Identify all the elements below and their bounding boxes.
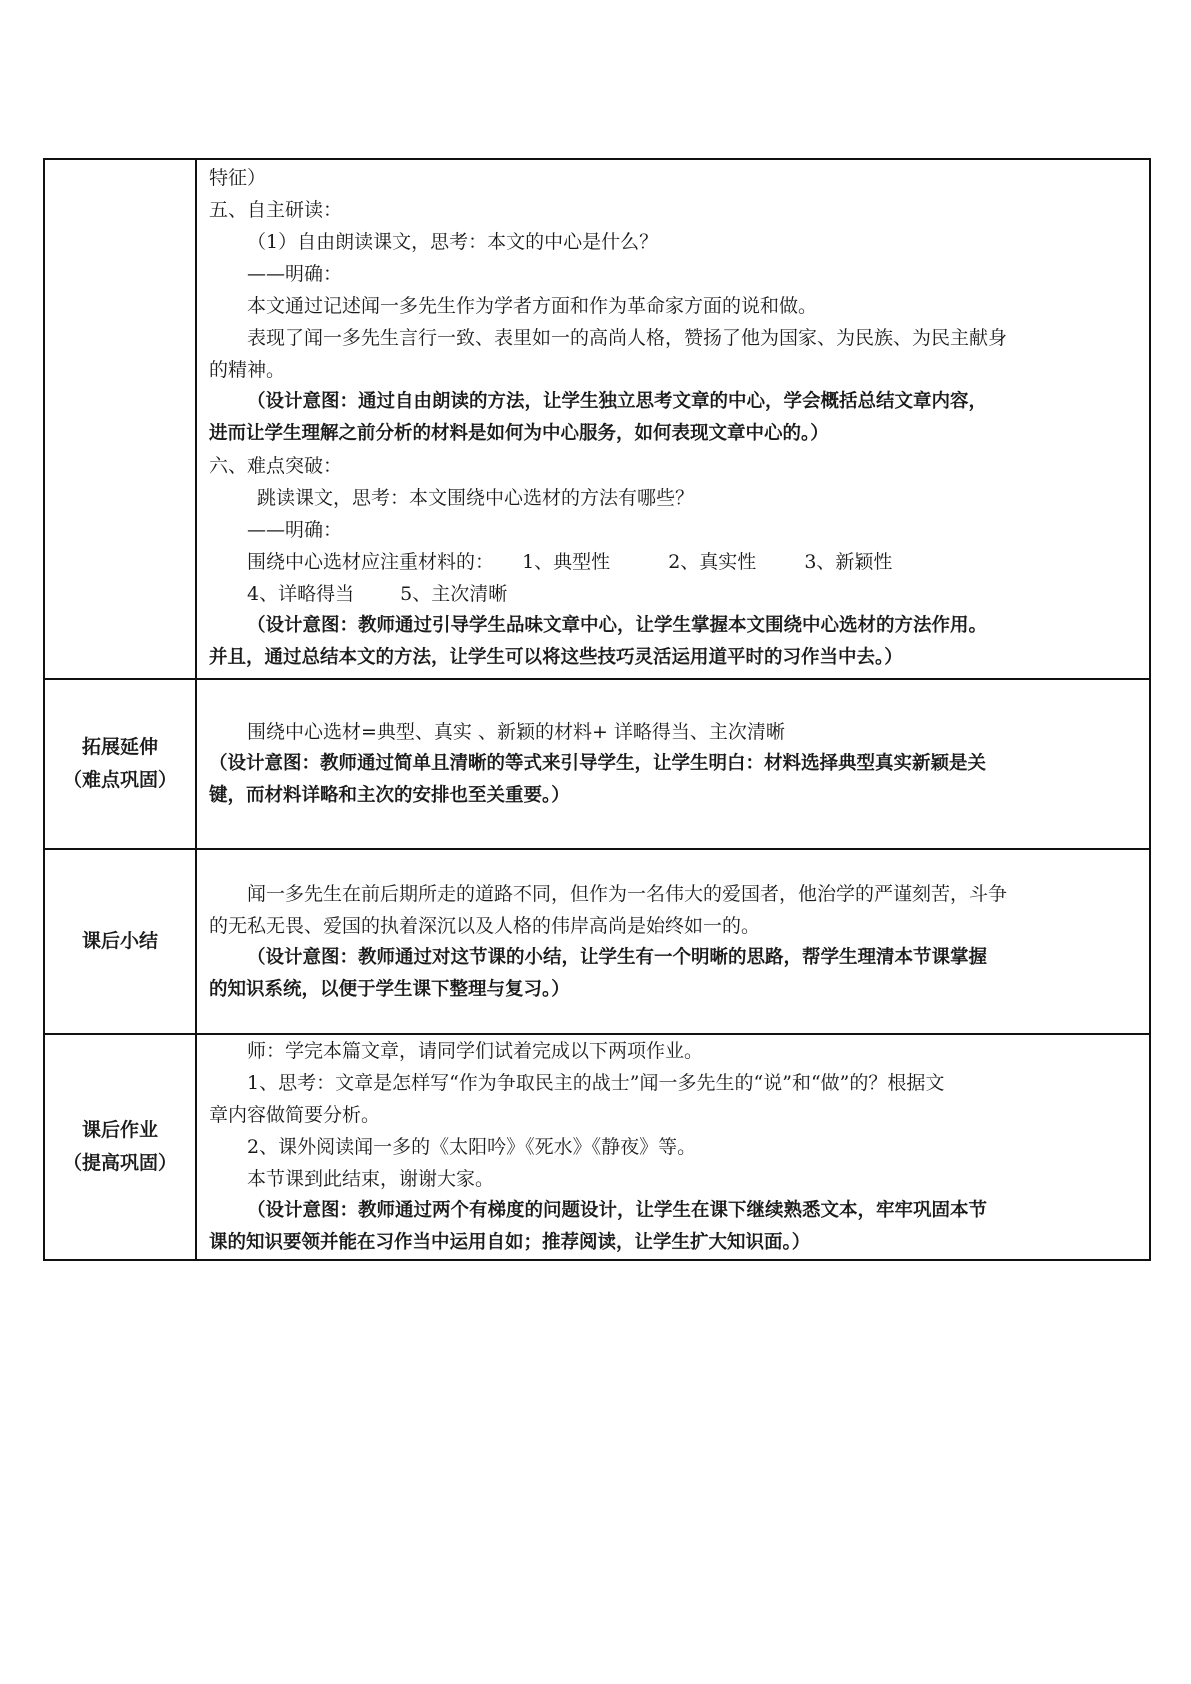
label-subtext: （提高巩固） <box>62 1152 177 1174</box>
text-line: 师：学完本篇文章，请同学们试着完成以下两项作业。 <box>247 1040 704 1062</box>
design-intent: 进而让学生理解之前分析的材料是如何为中心服务，如何表现文章中心的。） <box>209 423 829 444</box>
choices-line <box>209 578 1137 610</box>
text-line: 表现了闻一多先生言行一致、表里如一的高尚人格，赞扬了他为国家、为民族、为民主献身 <box>247 327 1008 349</box>
label-text: 课后作业 <box>81 1119 158 1141</box>
design-intent: 键，而材料详略和主次的安排也至关重要。） <box>209 785 570 806</box>
text-line: 围绕中心选材应注重材料的： <box>247 551 495 573</box>
design-intent: 课的知识要领并能在习作当中运用自如；推荐阅读，让学生扩大知识面。） <box>209 1232 811 1253</box>
answer-label: ——明确： <box>247 519 343 541</box>
table-row <box>44 679 1150 849</box>
design-intent: （设计意图：教师通过简单且清晰的等式来引导学生，让学生明白：材料选择典型真实新颖是关 <box>209 753 987 774</box>
design-intent: 的知识系统，以便于学生课下整理与复习。） <box>209 978 570 1000</box>
row-label-homework <box>44 1034 196 1260</box>
summary-cell <box>196 849 1150 1034</box>
extension-cell <box>196 679 1150 849</box>
choice-item: 3、新颖性 <box>804 551 893 573</box>
homework-item: 1、思考：文章是怎样写“作为争取民主的战士”闻一多先生的“说”和“做”的？根据文 <box>247 1072 945 1094</box>
choice-item: 5、主次清晰 <box>400 583 508 605</box>
design-intent: （设计意图：教师通过两个有梯度的问题设计，让学生在课下继续熟悉文本，牢牢巩固本节 <box>247 1200 988 1221</box>
table-row <box>44 849 1150 1034</box>
answer-label: ——明确： <box>247 263 343 285</box>
text-line: 的无私无畏、爱国的执着深沉以及人格的伟岸高尚是始终如一的。 <box>209 914 761 937</box>
design-intent: 并且，通过总结本文的方法，让学生可以将这些技巧灵活运用道平时的习作当中去。） <box>209 647 903 668</box>
label-subtext: （难点巩固） <box>62 769 177 791</box>
homework-cell <box>196 1034 1150 1260</box>
question-text: 跳读课文，思考：本文围绕中心选材的方法有哪些？ <box>257 487 695 509</box>
section-heading: 六、难点突破： <box>209 455 343 477</box>
lesson-plan-table <box>43 158 1151 1261</box>
homework-item: 2、课外阅读闻一多的《太阳吟》《死水》《静夜》等。 <box>247 1136 697 1158</box>
text-line: 特征） <box>209 167 267 189</box>
teaching-process-cell <box>196 159 1150 679</box>
label-text: 拓展延伸 <box>81 736 158 758</box>
row-label-extension <box>44 679 196 849</box>
choices-line <box>209 546 1137 578</box>
row-label-summary <box>44 849 196 1034</box>
text-line: 本文通过记述闻一多先生作为学者方面和作为革命家方面的说和做。 <box>247 295 818 317</box>
text-line: 闻一多先生在前后期所走的道路不同，但作为一名伟大的爱国者，他治学的严谨刻苦，斗争 <box>247 882 1008 905</box>
label-text: 课后小结 <box>81 930 158 952</box>
design-intent: （设计意图：教师通过引导学生品味文章中心，让学生掌握本文围绕中心选材的方法作用。 <box>247 615 988 636</box>
formula-text: 围绕中心选材=典型、真实 、新颖的材料+ 详略得当、主次清晰 <box>247 721 785 743</box>
text-line: 本节课到此结束，谢谢大家。 <box>247 1168 495 1190</box>
choice-item: 2、真实性 <box>668 551 757 573</box>
choice-item: 1、典型性 <box>522 551 611 573</box>
text-line: 的精神。 <box>209 359 286 381</box>
text-line: 章内容做简要分析。 <box>209 1104 381 1126</box>
design-intent: （设计意图：教师通过对这节课的小结，让学生有一个明晰的思路，帮学生理清本节课掌握 <box>247 946 988 968</box>
table-row <box>44 1034 1150 1260</box>
design-intent: （设计意图：通过自由朗读的方法，让学生独立思考文章的中心，学会概括总结文章内容， <box>247 391 988 412</box>
choice-item: 4、详略得当 <box>247 583 355 605</box>
question-text: （1）自由朗读课文，思考：本文的中心是什么？ <box>247 231 659 253</box>
row-label-empty <box>44 159 196 679</box>
table-row <box>44 159 1150 679</box>
section-heading: 五、自主研读： <box>209 199 343 221</box>
